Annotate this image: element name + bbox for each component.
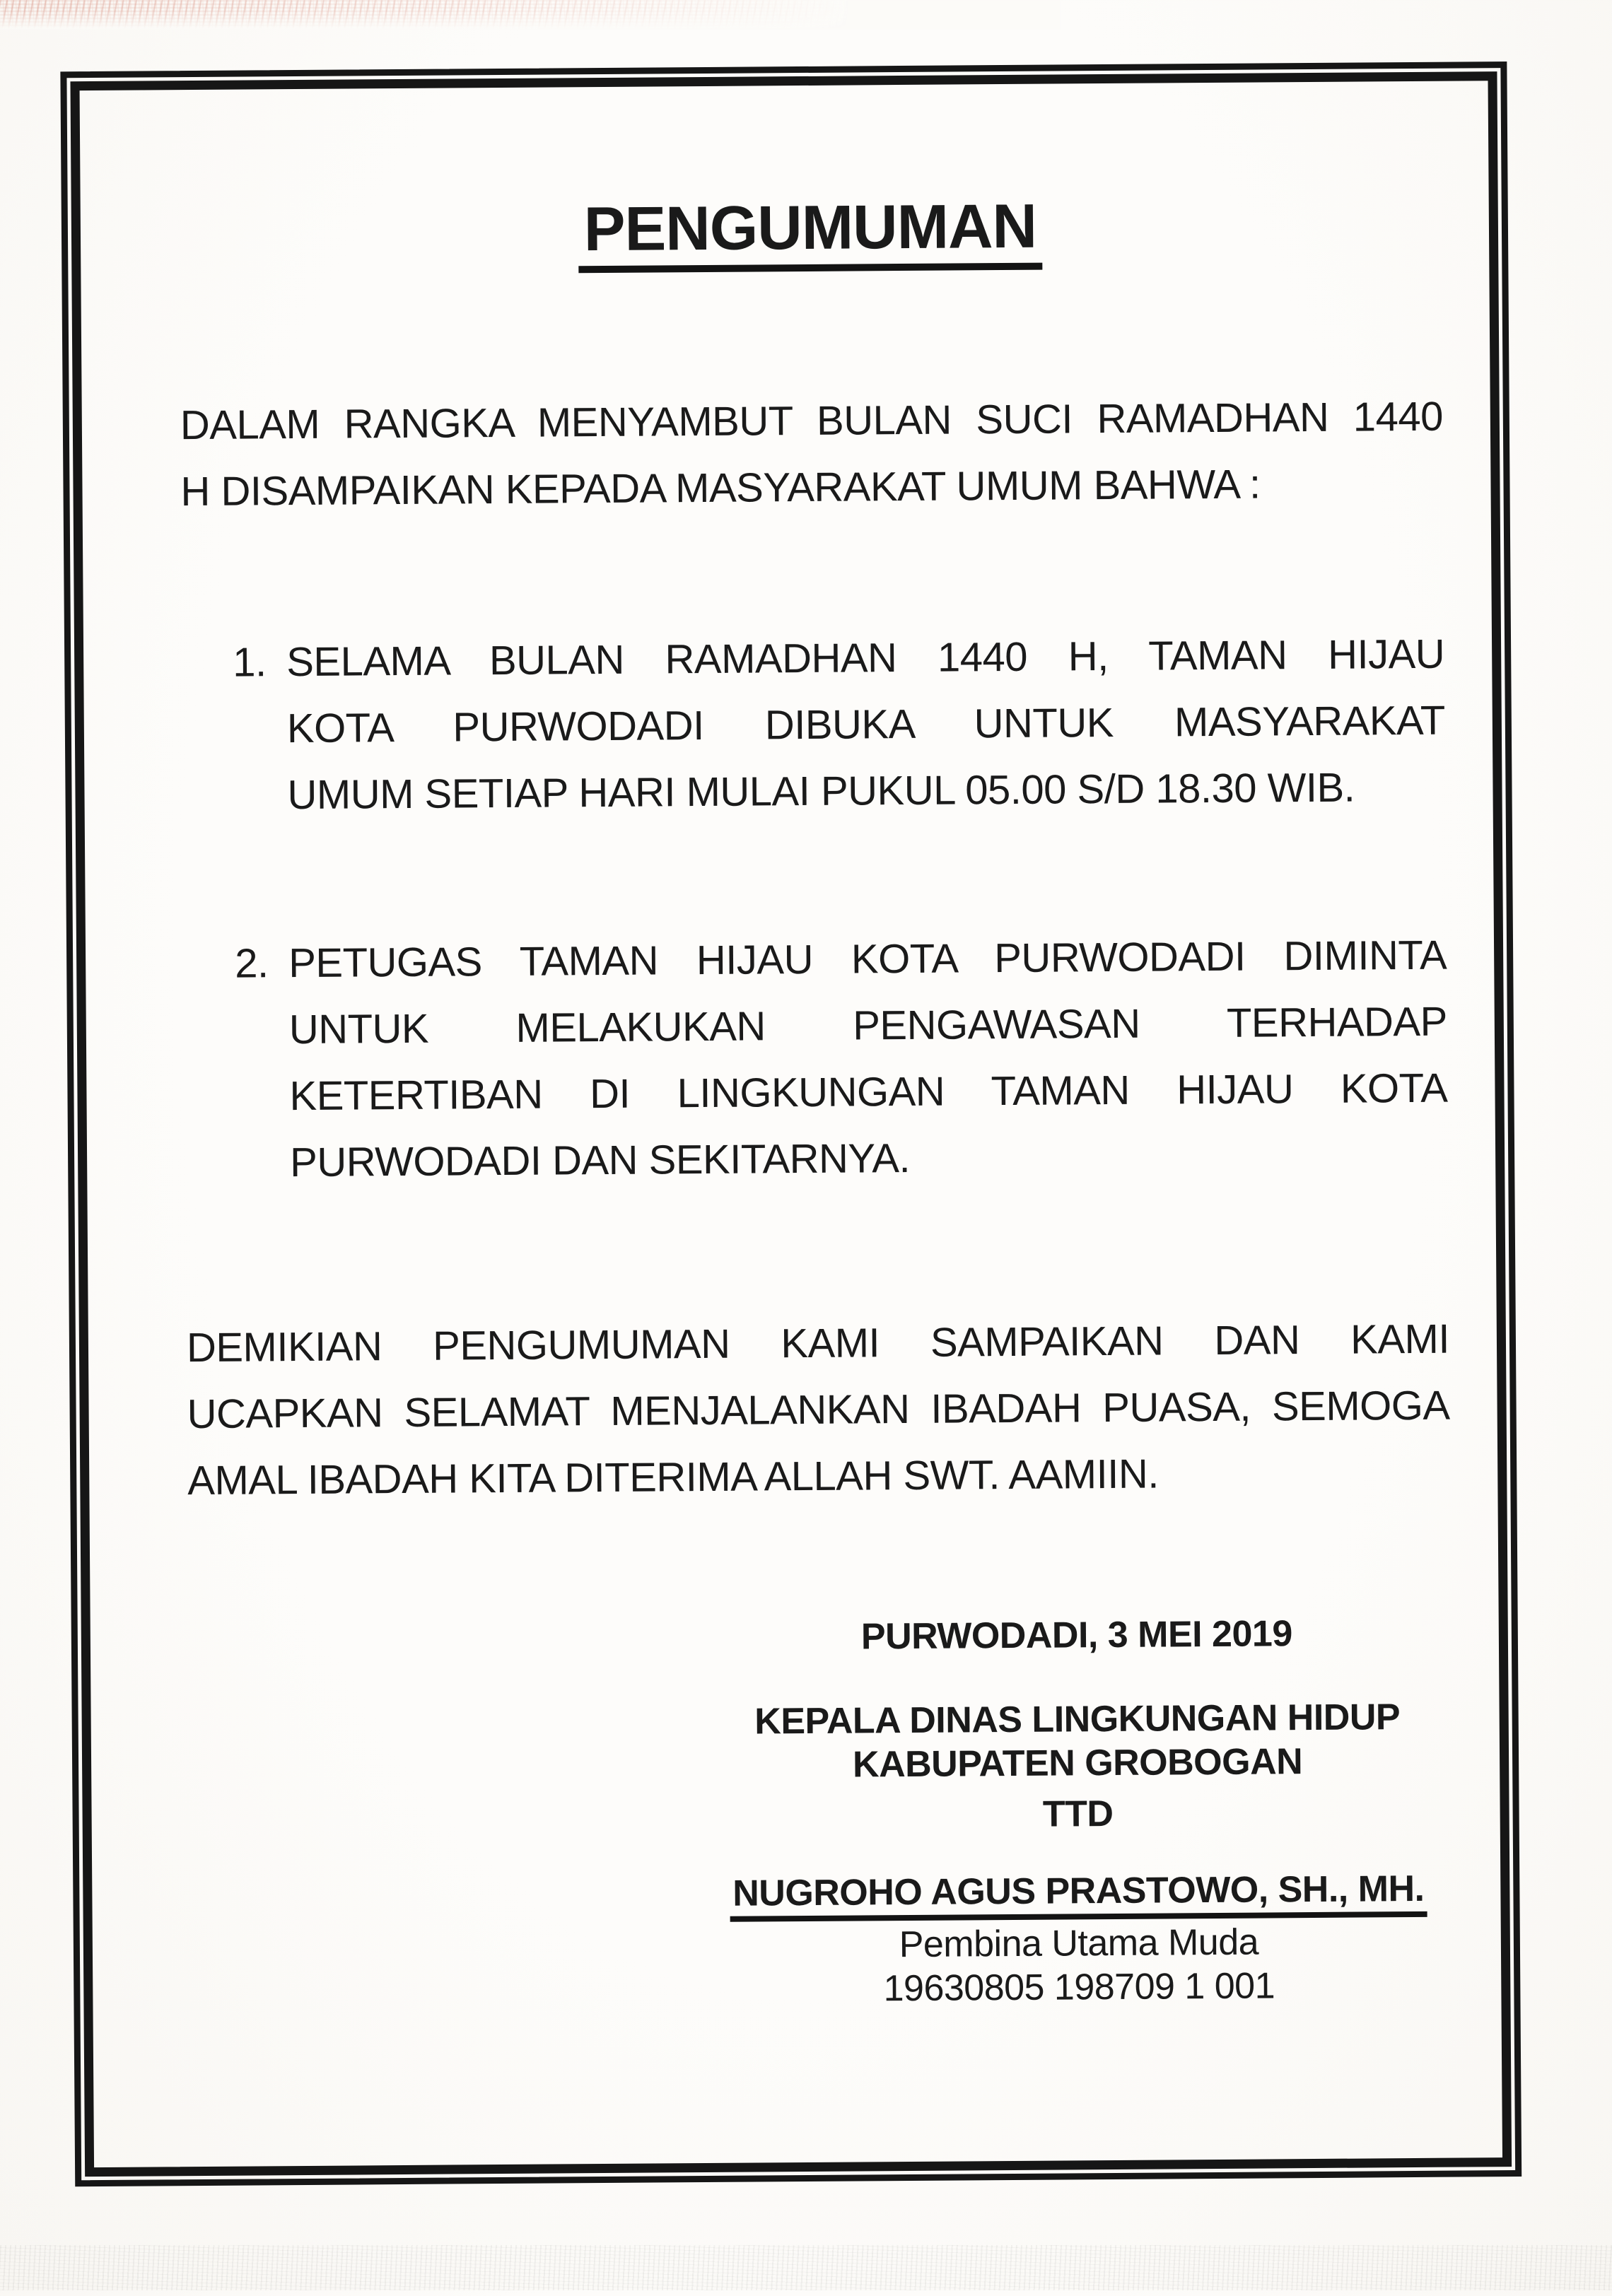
- signature-office-line-2: KABUPATEN GROBOGAN: [852, 1741, 1303, 1786]
- list-item-1-line-3: UMUM SETIAP HARI MULAI PUKUL 05.00 S/D 18.30 WIB.: [287, 764, 1355, 819]
- intro-line-1: DALAM RANGKA MENYAMBUT BULAN SUCI RAMADHAN 1440: [180, 393, 1444, 449]
- closing-paragraph: [187, 1306, 1451, 1514]
- list-item-2: [184, 922, 1449, 1197]
- document-content: [178, 81, 1454, 2015]
- list-item-2-number: 2.: [234, 940, 269, 987]
- list-item-1-line-2: KOTA PURWODADI DIBUKA UNTUK MASYARAKAT: [286, 697, 1446, 752]
- closing-line-1: DEMIKIAN PENGUMUMAN KAMI SAMPAIKAN DAN KAMI: [186, 1316, 1450, 1371]
- title-block: [179, 192, 1442, 276]
- intro-paragraph: [180, 384, 1444, 525]
- closing-line-3: AMAL IBADAH KITA DITERIMA ALLAH SWT. AAMIIN.: [187, 1451, 1160, 1504]
- scan-noise-bottom: [0, 2245, 1612, 2290]
- list-item-2-line-3: KETERTIBAN DI LINGKUNGAN TAMAN HIJAU KOTA: [289, 1065, 1448, 1120]
- signature-name-wrap: [703, 1868, 1453, 1922]
- numbered-list: [182, 621, 1449, 1197]
- closing-line-2: UCAPKAN SELAMAT MENJALANKAN IBADAH PUASA, SEMOGA: [187, 1382, 1450, 1438]
- signature-ttd: TTD: [1042, 1793, 1114, 1835]
- intro-line-2: H DISAMPAIKAN KEPADA MASYARAKAT UMUM BAHWA :: [180, 461, 1261, 515]
- document-title: PENGUMUMAN: [578, 195, 1043, 274]
- list-item-1-number: 1.: [232, 639, 267, 686]
- list-item-2-line-1: PETUGAS TAMAN HIJAU KOTA PURWODADI DIMINTA: [288, 932, 1447, 987]
- signature-place-date: PURWODADI, 3 MEI 2019: [860, 1613, 1292, 1658]
- signature-name: NUGROHO AGUS PRASTOWO, SH., MH.: [730, 1868, 1427, 1922]
- list-item-1: [182, 621, 1446, 829]
- signature-office-line-1: KEPALA DINAS LINGKUNGAN HIDUP: [754, 1697, 1401, 1742]
- scan-noise-top: [0, 0, 1061, 30]
- signature-nip: 19630805 198709 1 001: [883, 1965, 1275, 2010]
- signature-block: [702, 1610, 1454, 2011]
- list-item-2-line-2: UNTUK MELAKUKAN PENGAWASAN TERHADAP: [288, 998, 1448, 1053]
- signature-rank: Pembina Utama Muda: [899, 1921, 1259, 1966]
- list-item-1-body: [286, 621, 1446, 828]
- list-item-1-line-1: SELAMA BULAN RAMADHAN 1440 H, TAMAN HIJAU: [286, 631, 1445, 686]
- list-item-2-body: [288, 922, 1449, 1196]
- list-item-2-line-4: PURWODADI DAN SEKITARNYA.: [289, 1135, 911, 1186]
